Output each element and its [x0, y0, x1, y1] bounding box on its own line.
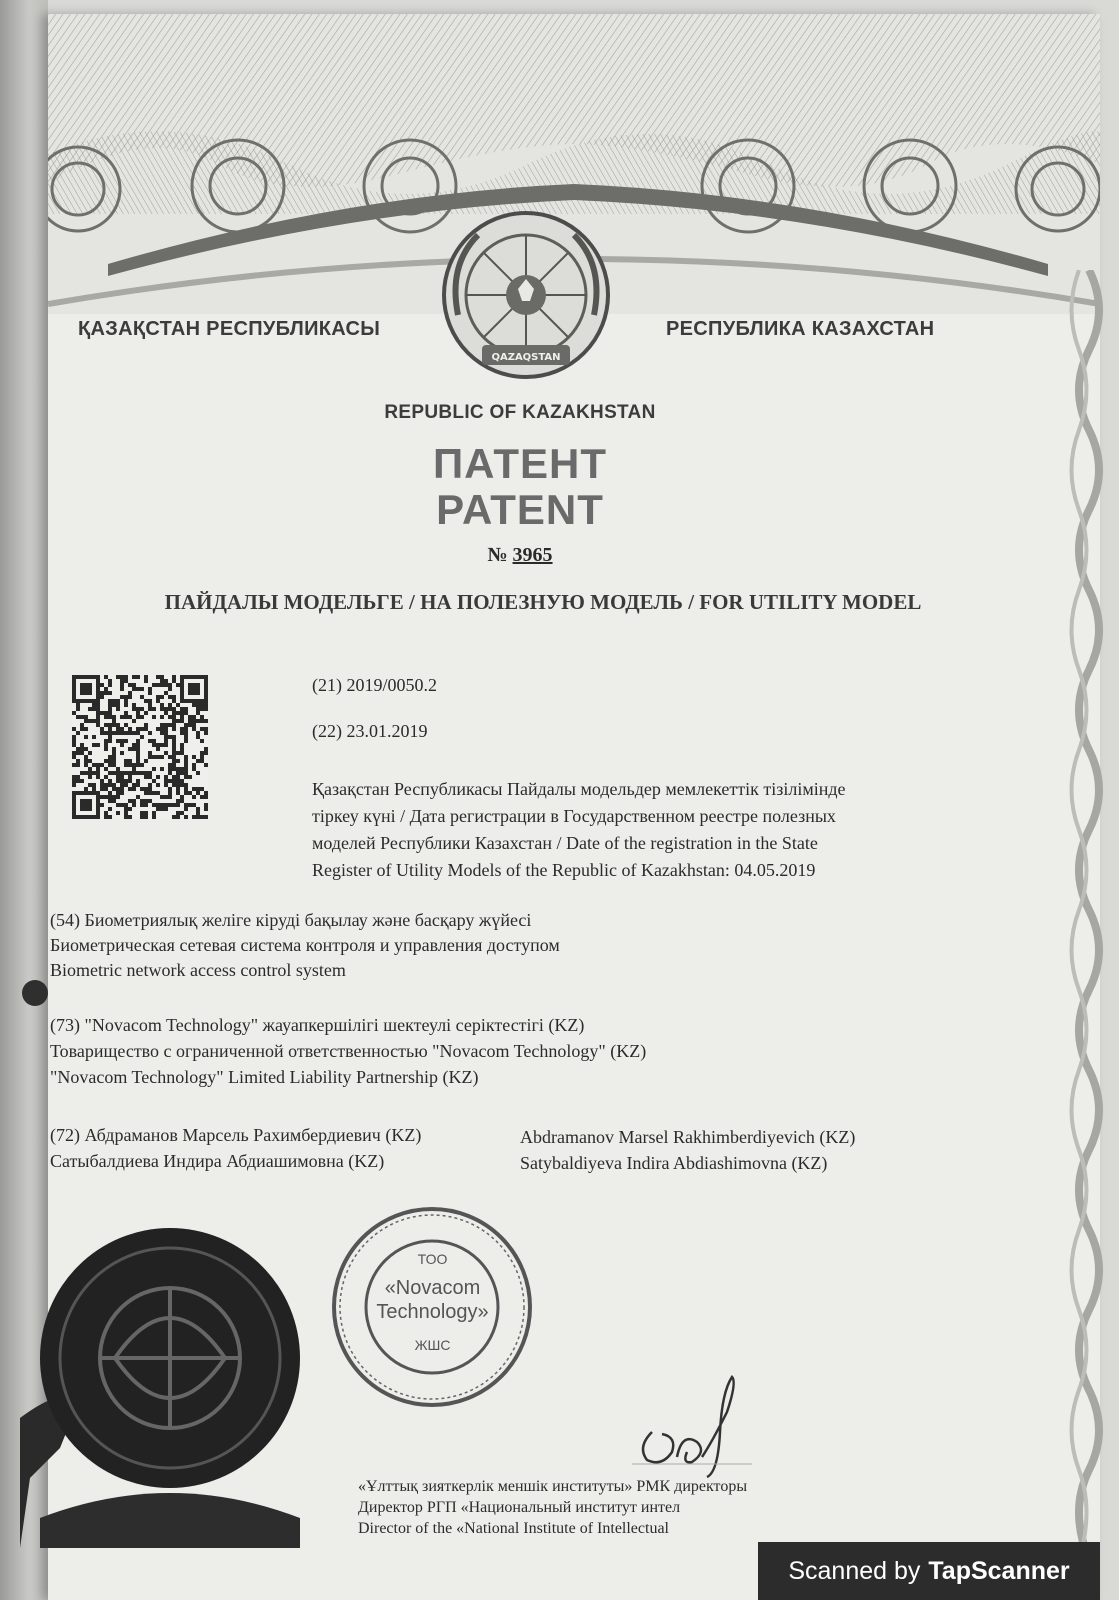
scanner-watermark-banner	[758, 1542, 1100, 1600]
registration-line: тіркеу күні / Дата регистрации в Государственном реестре полезных	[312, 806, 836, 826]
punch-hole	[22, 980, 48, 1006]
title-line-kz: (54) Биометриялық желіге кіруді бақылау және басқару жүйесі	[50, 910, 532, 930]
country-name-en: REPUBLIC OF KAZAKHSTAN	[384, 402, 656, 423]
decorative-side-border	[1059, 270, 1119, 1560]
director-line-ru: Директор РГП «Национальный институт интел	[358, 1499, 681, 1516]
company-stamp	[330, 1205, 535, 1410]
patent-number	[0, 544, 1040, 567]
state-emblem-icon	[438, 205, 614, 393]
stamp-line-1: «Novacom	[384, 1277, 481, 1299]
banner-prefix: Scanned by	[788, 1556, 921, 1585]
field-54-title	[50, 908, 560, 983]
title-line-ru: Биометрическая сетевая система контроля и управления доступом	[50, 935, 560, 955]
emblem-text: QAZAQSTAN	[491, 352, 561, 363]
country-name-ru: РЕСПУБЛИКА КАЗАХСТАН	[666, 318, 935, 340]
title-patent-ru: ПАТЕНТ	[432, 440, 608, 487]
field-21-application-number: (21) 2019/0050.2	[312, 675, 437, 695]
owner-line-kz: (73) "Novacom Technology" жауапкершілігі шектеулі серіктестігі (KZ)	[50, 1015, 585, 1035]
number-value: 3965	[512, 544, 553, 566]
stamp-line-2: Technology»	[376, 1301, 489, 1323]
director-caption	[358, 1476, 747, 1539]
registration-line: Қазақстан Республикасы Пайдалы модельдер мемлекеттік тізілімінде	[312, 779, 846, 799]
owner-line-en: "Novacom Technology" Limited Liability Partnership (KZ)	[50, 1067, 479, 1087]
official-seal-icon	[20, 1218, 320, 1548]
banner-brand: TapScanner	[928, 1556, 1070, 1585]
field-72-inventors-ru	[50, 1122, 421, 1174]
field-73-owner	[50, 1012, 646, 1090]
inventor-line: Сатыбалдиева Индира Абдиашимовна (KZ)	[50, 1151, 385, 1171]
registration-line: моделей Республики Казахстан / Date of the registration in the State	[312, 833, 818, 853]
director-line-kz: «Ұлттық зияткерлік меншік институты» РМК директоры	[358, 1478, 748, 1495]
field-22-filing-date: (22) 23.01.2019	[312, 721, 428, 741]
director-signature-icon	[632, 1372, 752, 1482]
title-patent-en: PATENT	[436, 486, 604, 533]
field-72-inventors-en	[520, 1124, 855, 1176]
inventor-line: (72) Абдраманов Марсель Рахимбердиевич (KZ)	[50, 1125, 422, 1145]
registration-line: Register of Utility Models of the Republic of Kazakhstan: 04.05.2019	[312, 860, 816, 880]
registration-date-text	[312, 776, 1012, 884]
inventor-line: Abdramanov Marsel Rakhimberdiyevich (KZ)	[520, 1127, 856, 1147]
country-name-kz: ҚАЗАҚСТАН РЕСПУБЛИКАСЫ	[78, 318, 381, 340]
number-sign: №	[487, 544, 508, 566]
stamp-top-text: ТОО	[417, 1251, 448, 1267]
inventor-line: Satybaldiyeva Indira Abdiashimovna (KZ)	[520, 1153, 828, 1173]
owner-line-ru: Товарищество с ограниченной ответственностью "Novacom Technology" (KZ)	[50, 1041, 647, 1061]
director-line-en: Director of the «National Institute of Intellectual	[358, 1520, 669, 1537]
qr-code-icon	[72, 675, 208, 819]
stamp-bottom-text: ЖШС	[414, 1337, 451, 1353]
patent-kind: ПАЙДАЛЫ МОДЕЛЬГЕ / НА ПОЛЕЗНУЮ МОДЕЛЬ / FOR UTILITY MODEL	[164, 590, 922, 614]
title-line-en: Biometric network access control system	[50, 960, 346, 980]
